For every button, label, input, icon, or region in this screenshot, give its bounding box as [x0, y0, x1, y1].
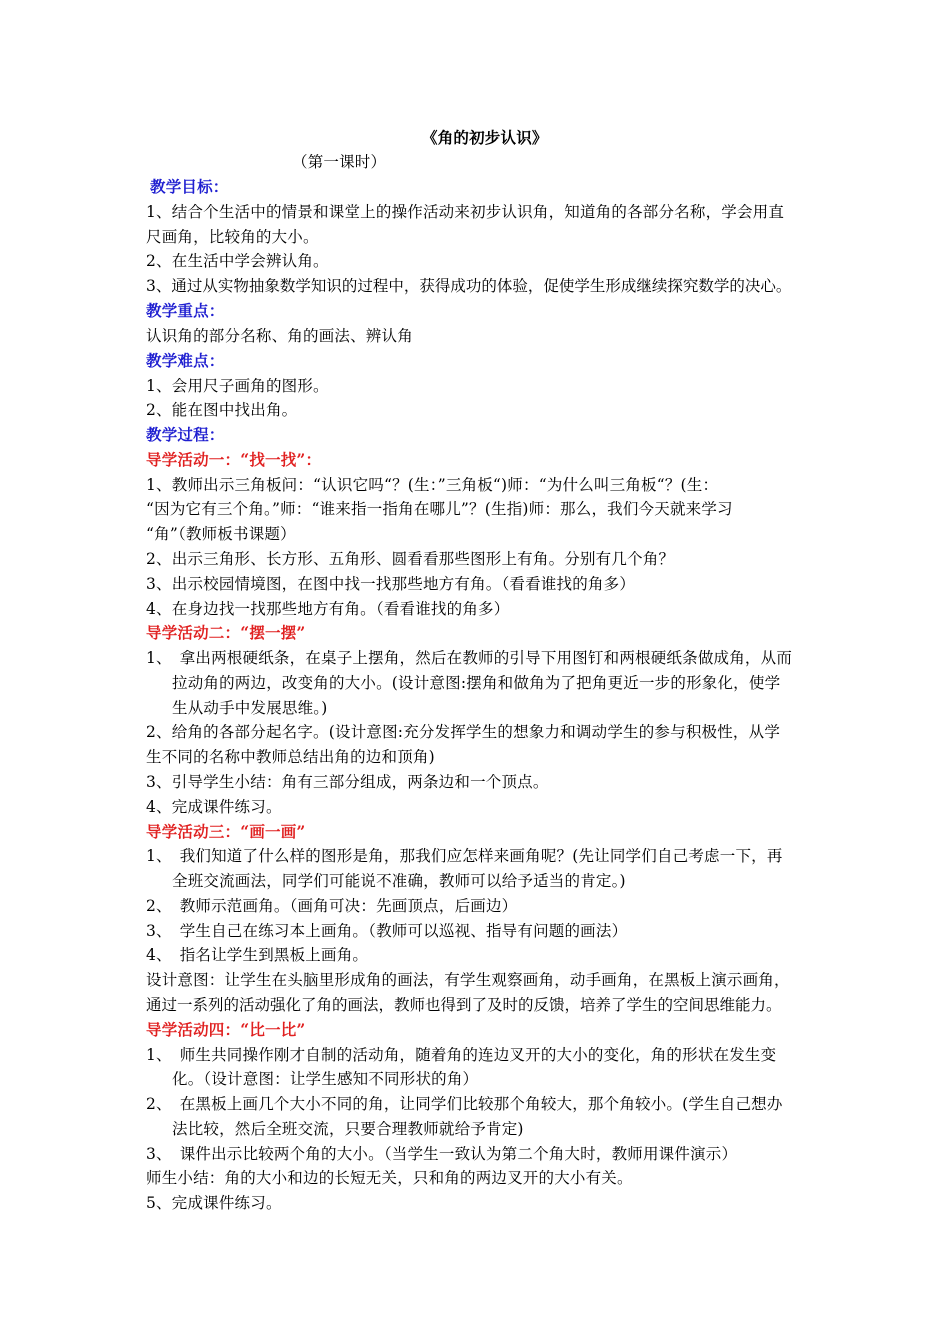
activity3-line: 2、 教师示范画角。（画角可决：先画顶点，后画边） — [146, 897, 518, 915]
activity3-line: 4、 指名让学生到黑板上画角。 — [146, 946, 369, 964]
objective-line: 3、通过从实物抽象数学知识的过程中，获得成功的体验，促使学生形成继续探究数学的决心。 — [146, 277, 792, 295]
objective-line: 尺画角，比较角的大小。 — [146, 228, 319, 246]
objectives-heading: 教学目标： — [150, 177, 229, 196]
activity4-line: 化。（设计意图：让学生感知不同形状的角） — [172, 1070, 479, 1088]
activity2-line: 2、给角的各部分起名字。(设计意图:充分发挥学生的想象力和调动学生的参与积极性，从学 — [146, 723, 781, 741]
activity3-line: 全班交流画法，同学们可能说不准确，教师可以给予适当的肯定。) — [172, 872, 626, 890]
activity2-line: 3、引导学生小结：角有三部分组成，两条边和一个顶点。 — [146, 773, 549, 791]
activity1-line: “角”（教师板书课题） — [146, 525, 296, 543]
difficulty-heading: 教学难点： — [146, 351, 225, 370]
activity4-line: 2、 在黑板上画几个大小不同的角，让同学们比较那个角较大，那个角较小。(学生自己想办 — [146, 1095, 783, 1113]
objective-line: 2、在生活中学会辨认角。 — [146, 252, 329, 270]
activity1-heading: 导学活动一：“找一找”： — [146, 450, 322, 469]
activity3-heading: 导学活动三：“画一画” — [146, 822, 306, 841]
activity1-line: 3、出示校园情境图，在图中找一找那些地方有角。（看看谁找的角多） — [146, 575, 636, 593]
difficulty-line: 2、能在图中找出角。 — [146, 401, 298, 419]
activity4-line: 法比较，然后全班交流，只要合理教师就给予肯定) — [172, 1120, 524, 1138]
activity1-line: 2、出示三角形、长方形、五角形、圆看看那些图形上有角。分别有几个角？ — [146, 550, 675, 568]
activity2-line: 生从动手中发展思维。) — [172, 699, 328, 717]
objective-line: 1、结合个生活中的情景和课堂上的操作活动来初步认识角，知道角的各部分名称，学会用直 — [146, 203, 785, 221]
process-heading: 教学过程： — [146, 425, 225, 444]
activity2-heading: 导学活动二：“摆一摆” — [146, 623, 306, 642]
activity4-heading: 导学活动四：“比一比” — [146, 1020, 306, 1039]
doc-title: 《角的初步认识》 — [422, 128, 548, 147]
activity4-line: 师生小结：角的大小和边的长短无关，只和角的两边叉开的大小有关。 — [146, 1169, 633, 1187]
activity2-line: 1、 拿出两根硬纸条，在桌子上摆角，然后在教师的引导下用图钉和两根硬纸条做成角，从而 — [146, 649, 793, 667]
activity3-line: 3、 学生自己在练习本上画角。（教师可以巡视、指导有问题的画法） — [146, 922, 628, 940]
doc-subtitle: （第一课时） — [292, 153, 387, 171]
difficulty-line: 1、会用尺子画角的图形。 — [146, 377, 329, 395]
activity4-line: 3、 课件出示比较两个角的大小。（当学生一致认为第二个角大时，教师用课件演示） — [146, 1145, 738, 1163]
activity1-line: 4、在身边找一找那些地方有角。（看看谁找的角多） — [146, 600, 510, 618]
activity2-line: 4、完成课件练习。 — [146, 798, 282, 816]
activity3-line: 设计意图：让学生在头脑里形成角的画法，有学生观察画角，动手画角，在黑板上演示画角， — [146, 971, 790, 989]
activity3-line: 通过一系列的活动强化了角的画法，教师也得到了及时的反馈，培养了学生的空间思维能力。 — [146, 996, 782, 1014]
activity1-line: “因为它有三个角。”师：“谁来指一指角在哪儿”？(生指)师：那么，我们今天就来学习 — [146, 500, 733, 518]
key-points-text: 认识角的部分名称、角的画法、辨认角 — [146, 327, 413, 345]
key-points-heading: 教学重点： — [146, 301, 225, 320]
activity3-line: 1、 我们知道了什么样的图形是角，那我们应怎样来画角呢？(先让同学们自己考虑一下，再 — [146, 847, 783, 865]
activity2-line: 拉动角的两边，改变角的大小。(设计意图:摆角和做角为了把角更近一步的形象化，使学 — [172, 674, 781, 692]
activity4-line: 5、完成课件练习。 — [146, 1194, 282, 1212]
activity4-line: 1、 师生共同操作刚才自制的活动角，随着角的连边叉开的大小的变化，角的形状在发生变 — [146, 1046, 777, 1064]
activity2-line: 生不同的名称中教师总结出角的边和顶角) — [146, 748, 435, 766]
activity1-line: 1、教师出示三角板问：“认识它吗“？(生：”三角板“)师：“为什么叫三角板“？(生： — [146, 476, 719, 494]
